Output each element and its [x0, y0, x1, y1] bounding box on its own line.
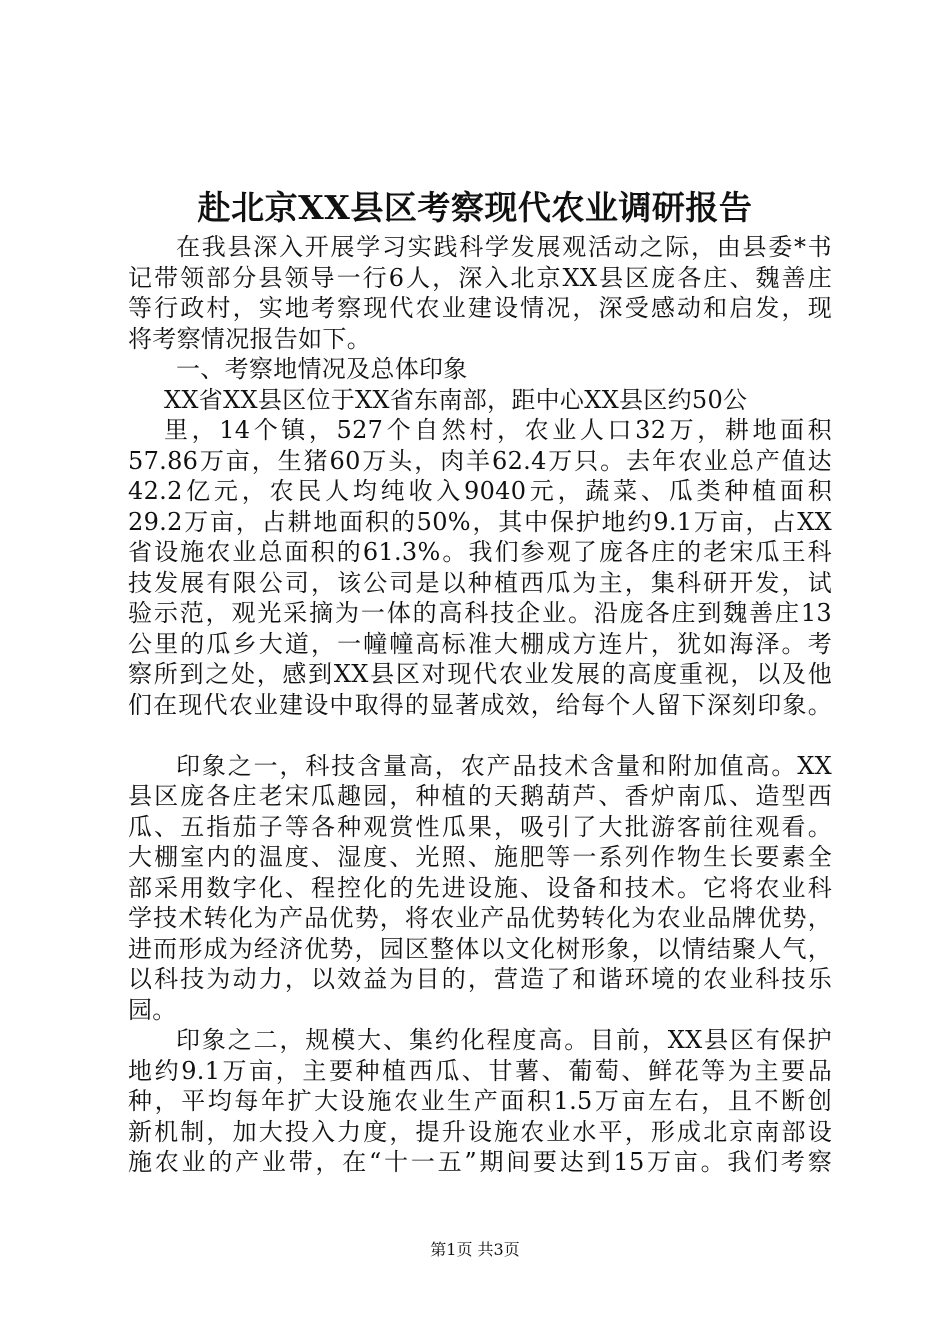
page-number-footer: 第1页 共3页: [430, 1240, 520, 1259]
document-title: 赴北京XX县区考察现代农业调研报告: [197, 188, 753, 227]
text-line: 新机制，加大投入力度，提升设施农业水平，形成北京南部设: [128, 1117, 832, 1146]
blank-line: [128, 720, 832, 751]
text-line: 园。: [128, 995, 177, 1024]
text-line: 57.86万亩，生猪60万头，肉羊62.4万只。去年农业总产值达: [128, 446, 832, 475]
text-line: 们在现代农业建设中取得的显著成效，给每个人留下深刻印象。: [128, 690, 832, 719]
text-line: 技发展有限公司，该公司是以种植西瓜为主，集科研开发，试: [128, 568, 832, 597]
text-line: 种，平均每年扩大设施农业生产面积1.5万亩左右，且不断创: [128, 1087, 832, 1115]
text-line: 县区庞各庄老宋瓜趣园，种植的天鹅葫芦、香炉南瓜、造型西: [128, 782, 832, 810]
section-heading: 一、考察地情况及总体印象: [176, 355, 468, 383]
text-line: 42.2亿元，农民人均纯收入9040元，蔬菜、瓜类种植面积: [128, 477, 832, 505]
text-line: 验示范，观光采摘为一体的高科技企业。沿庞各庄到魏善庄13: [128, 599, 832, 627]
text-line: 里，14个镇，527个自然村，农业人口32万，耕地面积: [164, 416, 832, 444]
text-line: 部采用数字化、程控化的先进设施、设备和技术。它将农业科: [128, 873, 832, 902]
text-line: 施农业的产业带，在“十一五”期间要达到15万亩。我们考察: [128, 1148, 832, 1176]
text-line: 等行政村，实地考察现代农业建设情况，深受感动和启发，现: [128, 294, 832, 322]
text-line: 瓜、五指茄子等各种观赏性瓜果，吸引了大批游客前往观看。: [128, 812, 832, 841]
document-body: [128, 232, 832, 1178]
text-line: 学技术转化为产品优势，将农业产品优势转化为农业品牌优势，: [128, 904, 832, 932]
text-line: 公里的瓜乡大道，一幢幢高标准大棚成方连片，犹如海泽。考: [128, 629, 832, 658]
text-line: 记带领部分县领导一行6人，深入北京XX县区庞各庄、魏善庄: [128, 263, 832, 292]
text-line: 29.2万亩，占耕地面积的50%，其中保护地约9.1万亩，占XX: [128, 507, 832, 536]
text-line: 印象之二，规模大、集约化程度高。目前，XX县区有保护: [176, 1026, 832, 1054]
text-line: 以科技为动力，以效益为目的，营造了和谐环境的农业科技乐: [128, 965, 832, 993]
text-line: 印象之一，科技含量高，农产品技术含量和附加值高。XX: [176, 751, 832, 780]
text-line: 在我县深入开展学习实践科学发展观活动之际，由县委*书: [176, 233, 832, 261]
text-line: XX省XX县区位于XX省东南部，距中心XX县区约50公: [164, 385, 748, 414]
text-line: 大棚室内的温度、湿度、光照、施肥等一系列作物生长要素全: [128, 843, 832, 871]
text-line: 进而形成为经济优势，园区整体以文化树形象，以情结聚人气，: [128, 934, 832, 963]
text-line: 将考察情况报告如下。: [128, 324, 371, 353]
text-line: 地约9.1万亩，主要种植西瓜、甘薯、葡萄、鲜花等为主要品: [128, 1056, 832, 1085]
text-line: 察所到之处，感到XX县区对现代农业发展的高度重视，以及他: [128, 660, 832, 688]
text-line: 省设施农业总面积的61.3%。我们参观了庞各庄的老宋瓜王科: [128, 538, 832, 566]
